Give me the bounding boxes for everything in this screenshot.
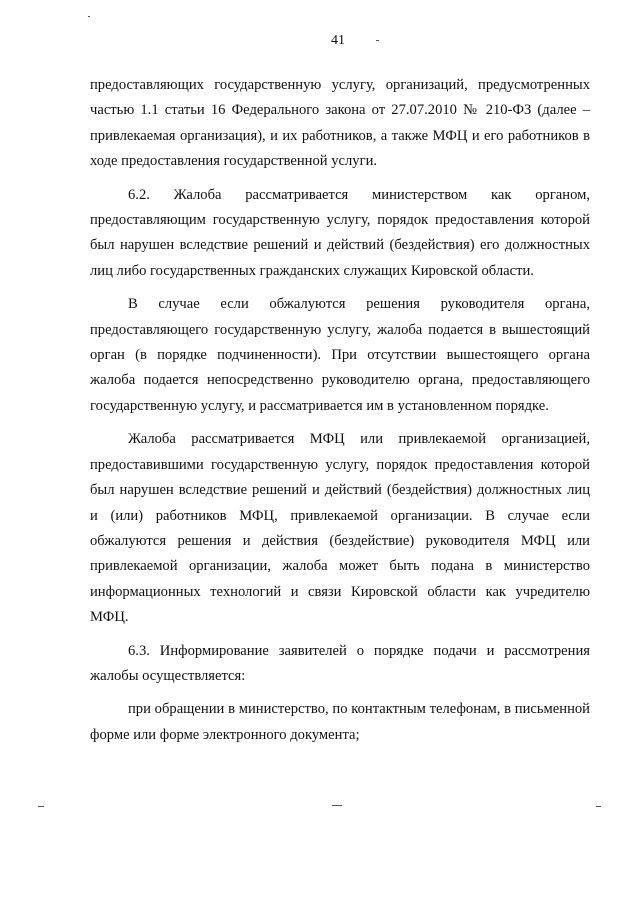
paragraph-mfc-complaint: Жалоба рассматривается МФЦ или привлекаемой организацией, предоставившими государственную услугу, порядок предоставления которой был нарушен вследствие решений и действий (бездействия) должностных лиц и (или) работников МФЦ, привлекаемой организации. В случае если обжалуются решения и действия (бездействие) руководителя МФЦ или привлекаемой организации, жалоба может быть подана в министерство информационных технологий и связи Кировской области как учредителю МФЦ.: [90, 431, 590, 626]
paragraph-continuation: предоставляющих государственную услугу, организаций, предусмотренных частью 1.1 статьи 16 Федерального закона от 27.07.2010 № 210-ФЗ (далее – привлекаемая организация), и их работников, а также МФЦ и его работников в ходе предоставления государственной услуги.: [90, 77, 590, 170]
document-body: [90, 73, 590, 748]
scan-speck: [596, 806, 601, 807]
scan-speck: [88, 16, 90, 17]
paragraph-superior-authority: В случае если обжалуются решения руководителя органа, предоставляющего государственную услугу, жалоба подается в вышестоящий орган (в порядке подчиненности). При отсутствии вышестоящего органа жалоба подается непосредственно руководителю органа, предоставляющего государственную услугу, и рассматривается им в установленном порядке.: [90, 296, 590, 414]
scan-speck: [38, 806, 44, 807]
paragraph-contact-methods: при обращении в министерство, по контактным телефонам, в письменной форме или форме электронного документа;: [90, 701, 590, 743]
paragraph-6-2: 6.2. Жалоба рассматривается министерством как органом, предоставляющим государственную услугу, порядок предоставления которой был нарушен вследствие решений и действий (бездействия) его должностных лиц либо государственных гражданских служащих Кировской области.: [90, 186, 590, 279]
paragraph-6-3: 6.3. Информирование заявителей о порядке подачи и рассмотрения жалобы осуществляется:: [90, 642, 590, 684]
page-number: 41: [331, 33, 345, 48]
scan-speck: [376, 40, 379, 41]
scan-speck: [332, 805, 342, 806]
